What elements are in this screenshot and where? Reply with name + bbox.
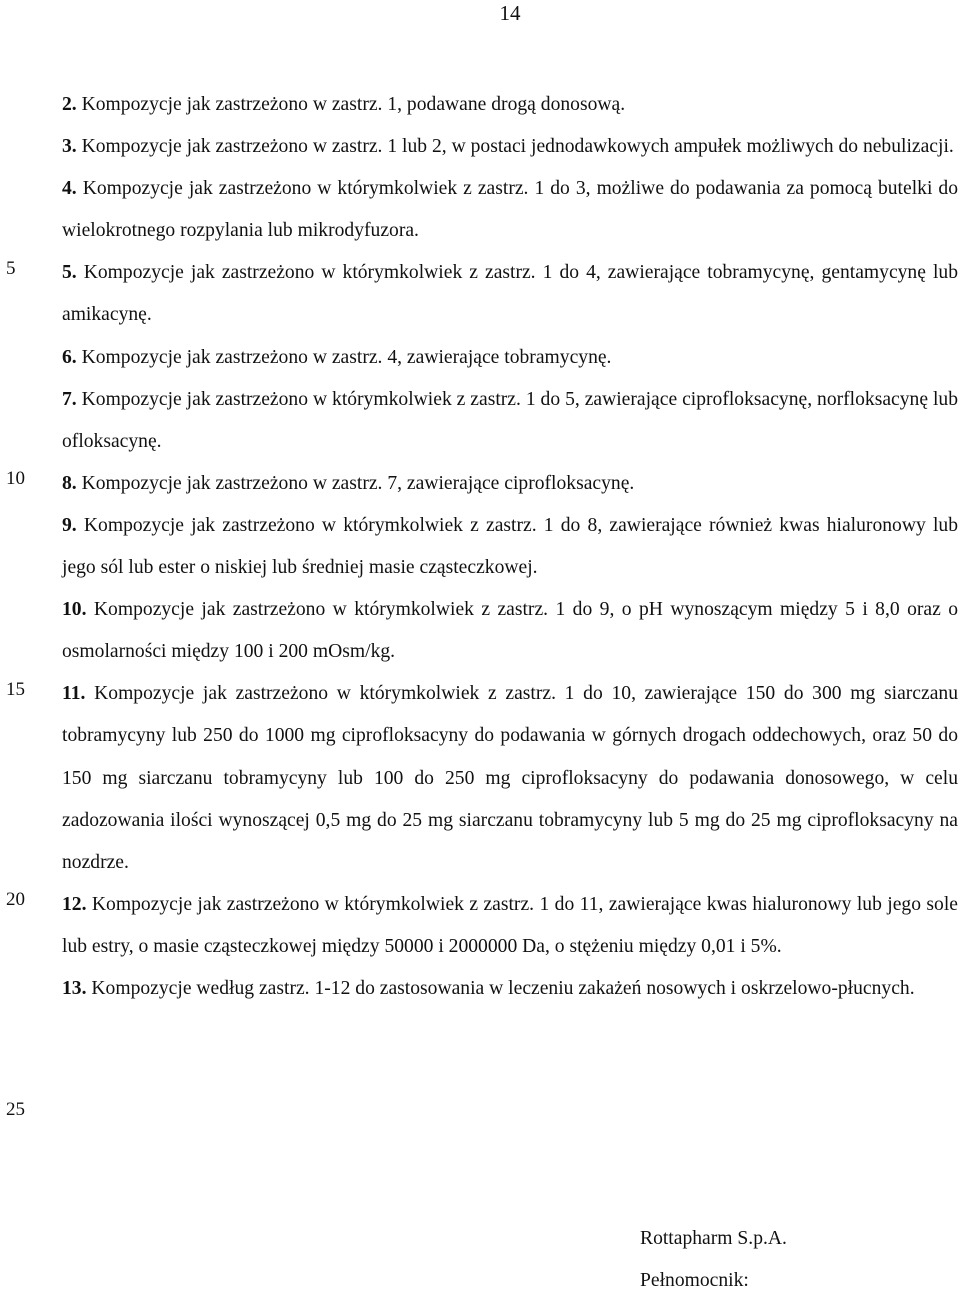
claim-13 bbox=[62, 968, 958, 1010]
claim-number: 12. bbox=[62, 893, 87, 915]
claim-number: 2. bbox=[62, 94, 77, 115]
claim-text: Kompozycje jak zastrzeżono w którymkolwiek z zastrz. 1 do 9, o pH wynoszącym między 5 i 8,0 oraz o osmolarności między 100 i 200 mOsm/kg. bbox=[62, 599, 958, 663]
claim-12 bbox=[62, 884, 958, 968]
claim-text: Kompozycje jak zastrzeżono w zastrz. 7, zawierające ciprofloksacynę. bbox=[76, 472, 635, 494]
line-number-25: 25 bbox=[6, 1099, 25, 1120]
claim-6 bbox=[62, 337, 958, 379]
claim-number: 6. bbox=[62, 346, 77, 368]
claim-number: 9. bbox=[62, 514, 77, 536]
claim-number: 8. bbox=[62, 472, 77, 494]
claim-number: 11. bbox=[62, 683, 86, 705]
claim-8 bbox=[62, 463, 958, 505]
claim-5 bbox=[62, 252, 958, 336]
signature-company: Rottapharm S.p.A. bbox=[640, 1228, 787, 1249]
claim-text: Kompozycje jak zastrzeżono w którymkolwiek z zastrz. 1 do 3, możliwe do podawania za pomocą butelki do wielokrotnego rozpylania lub mikrodyfuzora. bbox=[62, 178, 958, 242]
claim-number: 13. bbox=[62, 977, 87, 999]
claim-10 bbox=[62, 589, 958, 673]
claim-number: 7. bbox=[62, 388, 77, 410]
claim-number: 4. bbox=[62, 178, 77, 200]
claim-text: Kompozycje jak zastrzeżono w którymkolwiek z zastrz. 1 do 5, zawierające ciprofloksacynę, norfloksacynę lub ofloksacynę. bbox=[62, 388, 958, 452]
claim-text: Kompozycje według zastrz. 1-12 do zastosowania w leczeniu zakażeń nosowych i oskrzelowo-płucnych. bbox=[86, 977, 915, 999]
page-number: 14 bbox=[499, 1, 521, 25]
claim-text: Kompozycje jak zastrzeżono w którymkolwiek z zastrz. 1 do 11, zawierające kwas hialuronowy lub jego sole lub estry, o masie cząsteczkowej między 50000 i 2000000 Da, o stężeniu między 0,01 i 5%. bbox=[62, 893, 958, 957]
claim-text: Kompozycje jak zastrzeżono w którymkolwiek z zastrz. 1 do 10, zawierające 150 do 300 mg siarczanu tobramycyny lub 250 do 1000 mg ciprofloksacyny do podawania w górnych drogach oddechowych, oraz 50 do 150 mg siarczanu tobramycyny lub 100 do 250 mg ciprofloksacyny do podawania donosowego, w celu zadozowania ilości wynoszącej 0,5 mg do 25 mg siarczanu tobramycyny lub 5 mg do 25 mg ciprofloksacyny na nozdrze. bbox=[62, 683, 958, 873]
claim-11 bbox=[62, 673, 958, 883]
claim-text: Kompozycje jak zastrzeżono w zastrz. 4, zawierające tobramycynę. bbox=[76, 346, 612, 368]
claim-9 bbox=[62, 505, 958, 589]
claim-2 bbox=[62, 84, 958, 126]
claim-text: Kompozycje jak zastrzeżono w którymkolwiek z zastrz. 1 do 8, zawierające również kwas hialuronowy lub jego sól lub ester o niskiej lub średniej masie cząsteczkowej. bbox=[62, 514, 958, 579]
line-number-10: 10 bbox=[6, 468, 25, 489]
signature-block bbox=[640, 1218, 787, 1302]
line-number-20: 20 bbox=[6, 889, 25, 910]
claim-text: Kompozycje jak zastrzeżono w którymkolwiek z zastrz. 1 do 4, zawierające tobramycynę, gentamycynę lub amikacynę. bbox=[62, 262, 958, 326]
claim-text: Kompozycje jak zastrzeżono w zastrz. 1 lub 2, w postaci jednodawkowych ampułek możliwych do nebulizacji. bbox=[76, 136, 954, 158]
claim-7 bbox=[62, 379, 958, 463]
claim-text: Kompozycje jak zastrzeżono w zastrz. 1, podawane drogą donosową. bbox=[76, 94, 626, 115]
signature-role: Pełnomocnik: bbox=[640, 1270, 749, 1291]
claim-number: 10. bbox=[62, 599, 87, 621]
claim-number: 5. bbox=[62, 262, 77, 284]
claim-4 bbox=[62, 168, 958, 252]
claim-number: 3. bbox=[62, 136, 77, 158]
claims-list bbox=[62, 84, 958, 1010]
line-number-5: 5 bbox=[6, 258, 16, 279]
claim-3 bbox=[62, 126, 958, 168]
line-number-15: 15 bbox=[6, 679, 25, 700]
